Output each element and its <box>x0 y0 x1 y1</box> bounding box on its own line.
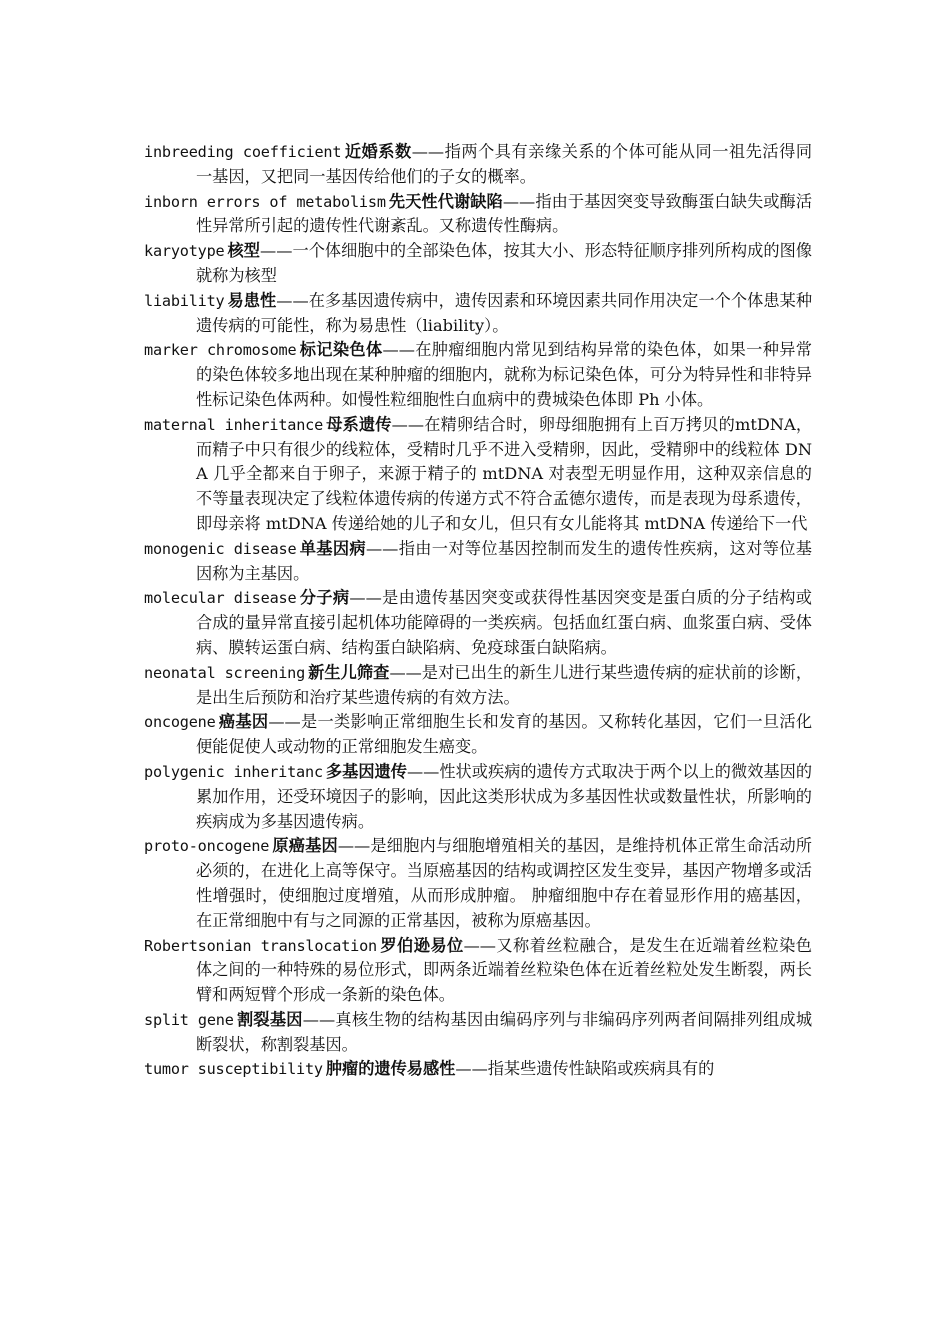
term-chinese: 割裂基因 <box>236 1009 303 1029</box>
term-english: polygenic inheritanc <box>144 762 323 781</box>
separator-dash: —— <box>502 191 536 211</box>
separator-dash: —— <box>365 538 399 558</box>
term-english: liability <box>144 291 225 310</box>
definition-text: 指由于基因突变导致酶蛋白缺失或酶活性异常所引起的遗传性代谢紊乱。又称遗传性酶病。 <box>196 191 813 236</box>
term-chinese: 多基因遗传 <box>325 761 407 781</box>
separator-dash: —— <box>455 1059 488 1079</box>
separator-dash: —— <box>337 836 371 856</box>
definition-text: 在精卵结合时，卵母细胞拥有上百万拷贝的mtDNA，而精子中只有很少的线粒体，受精时几乎不进入受精卵，因此，受精卵中的线粒体 DNA 几乎全都来自于卵子，来源于精子的 mtDNA 对表型无明显作用，这种双亲信息的不等量表现决定了线粒体遗传病的传递方式不符合孟德尔遗传，而是表现为母系遗传，即母亲将 mtDNA 传递给她的儿子和女儿，但只有女儿能将其 mtDNA 传递给下一代 <box>196 414 813 533</box>
term-english: marker chromosome <box>144 341 297 360</box>
definition-text: 指某些遗传性缺陷或疾病具有的 <box>487 1059 715 1079</box>
definition-text: 性状或疾病的遗传方式取决于两个以上的微效基因的累加作用，还受环境因子的影响，因此这类形状成为多基因性状或数量性状，所影响的疾病成为多基因遗传病。 <box>196 761 813 831</box>
glossary-entry-neonatal-screening <box>144 661 812 711</box>
term-english: tumor susceptibility <box>144 1060 323 1079</box>
definition-text: 一个体细胞中的全部染色体，按其大小、形态特征顺序排列所构成的图像就称为核型 <box>196 241 813 285</box>
definition-text: 在肿瘤细胞内常见到结构异常的染色体，如果一种异常的染色体较多地出现在某种肿瘤的细胞内，就称为标记染色体，可分为特异性和非特异性标记染色体两种。如慢性粒细胞性白血病中的费城染色体即 Ph 小体。 <box>196 340 812 409</box>
glossary-entry-polygenic-inheritanc <box>144 760 812 834</box>
glossary-entry-tumor-susceptibility <box>144 1057 812 1082</box>
term-chinese: 核型 <box>227 241 261 261</box>
separator-dash: —— <box>260 241 293 261</box>
definition-text: 指由一对等位基因控制而发生的遗传性疾病，这对等位基因称为主基因。 <box>196 538 812 583</box>
glossary-entry-karyotype <box>144 239 812 289</box>
definition-text: 真核生物的结构基因由编码序列与非编码序列两者间隔排列组成城断裂状，称割裂基因。 <box>196 1009 813 1054</box>
glossary-entry-liability <box>144 289 812 339</box>
separator-dash: —— <box>406 761 440 781</box>
separator-dash: —— <box>463 935 496 955</box>
separator-dash: —— <box>276 290 309 310</box>
glossary-entry-inborn-errors-of-metabolism <box>144 190 812 240</box>
term-chinese: 新生儿筛查 <box>308 662 390 682</box>
term-chinese: 母系遗传 <box>326 414 392 434</box>
term-chinese: 原癌基因 <box>272 836 338 856</box>
term-english: split gene <box>144 1010 234 1029</box>
separator-dash: —— <box>411 142 445 161</box>
term-english: neonatal screening <box>144 663 306 682</box>
term-english: maternal inheritance <box>144 415 324 434</box>
glossary-entry-molecular-disease <box>144 586 812 660</box>
term-chinese: 近婚系数 <box>344 142 412 161</box>
glossary-list <box>144 140 812 1082</box>
definition-text: 在多基因遗传病中，遗传因素和环境因素共同作用决定一个个体患某种遗传病的可能性，称为易患性（liability）。 <box>196 290 813 335</box>
separator-dash: —— <box>268 712 301 732</box>
separator-dash: —— <box>302 1009 336 1029</box>
definition-text: 是细胞内与细胞增殖相关的基因，是维持机体正常生命活动所必须的，在进化上高等保守。当原癌基因的结构或调控区发生变异，基因产物增多或活性增强时，使细胞过度增殖，从而形成肿瘤。 肿瘤细胞中存在着显形作用的癌基因，在正常细胞中有与之同源的正常基因，被称为原癌基因。 <box>196 836 812 930</box>
definition-text: 是对已出生的新生儿进行某些遗传病的症状前的诊断，是出生后预防和治疗某些遗传病的有效方法。 <box>196 662 813 707</box>
term-chinese: 肿瘤的遗传易感性 <box>325 1059 456 1079</box>
term-chinese: 罗伯逊易位 <box>379 935 464 955</box>
definition-text: 指两个具有亲缘关系的个体可能从同一祖先活得同一基因，又把同一基因传给他们的子女的概率。 <box>196 142 813 186</box>
term-english: monogenic disease <box>144 539 297 558</box>
separator-dash: —— <box>391 414 425 434</box>
glossary-entry-split-gene <box>144 1008 812 1058</box>
term-english: molecular disease <box>144 589 297 608</box>
glossary-entry-monogenic-disease <box>144 537 812 587</box>
glossary-entry-proto-oncogene <box>144 834 812 933</box>
glossary-entry-maternal-inheritance <box>144 413 812 537</box>
definition-text: 是一类影响正常细胞生长和发育的基因。又称转化基因，它们一旦活化便能促使人或动物的正常细胞发生癌变。 <box>196 712 813 757</box>
term-english: Robertsonian translocation <box>144 936 377 955</box>
separator-dash: —— <box>349 588 382 608</box>
glossary-entry-inbreeding-coefficient <box>144 140 812 190</box>
definition-text: 又称着丝粒融合，是发生在近端着丝粒染色体之间的一种特殊的易位形式，即两条近端着丝粒染色体在近着丝粒处发生断裂，两长臂和两短臂个形成一条新的染色体。 <box>196 935 812 1005</box>
separator-dash: —— <box>382 340 415 360</box>
term-english: inbreeding coefficient <box>144 143 342 161</box>
term-english: karyotype <box>144 242 225 261</box>
term-english: proto-oncogene <box>144 837 270 856</box>
term-english: oncogene <box>144 713 216 732</box>
definition-text: 是由遗传基因突变或获得性基因突变是蛋白质的分子结构或合成的量异常直接引起机体功能障碍的一类疾病。包括血红蛋白病、血浆蛋白病、受体病、膜转运蛋白病、结构蛋白缺陷病、免疫球蛋白缺陷病。 <box>196 588 812 657</box>
glossary-entry-marker-chromosome <box>144 338 812 412</box>
separator-dash: —— <box>389 662 422 682</box>
term-chinese: 癌基因 <box>218 712 269 732</box>
term-chinese: 先天性代谢缺陷 <box>388 191 503 211</box>
term-chinese: 标记染色体 <box>299 340 383 360</box>
term-chinese: 易患性 <box>227 290 277 310</box>
term-english: inborn errors of metabolism <box>144 192 386 211</box>
glossary-entry-oncogene <box>144 710 812 760</box>
term-chinese: 分子病 <box>299 588 350 608</box>
glossary-entry-robertsonian-translocation <box>144 934 812 1008</box>
term-chinese: 单基因病 <box>299 538 366 558</box>
